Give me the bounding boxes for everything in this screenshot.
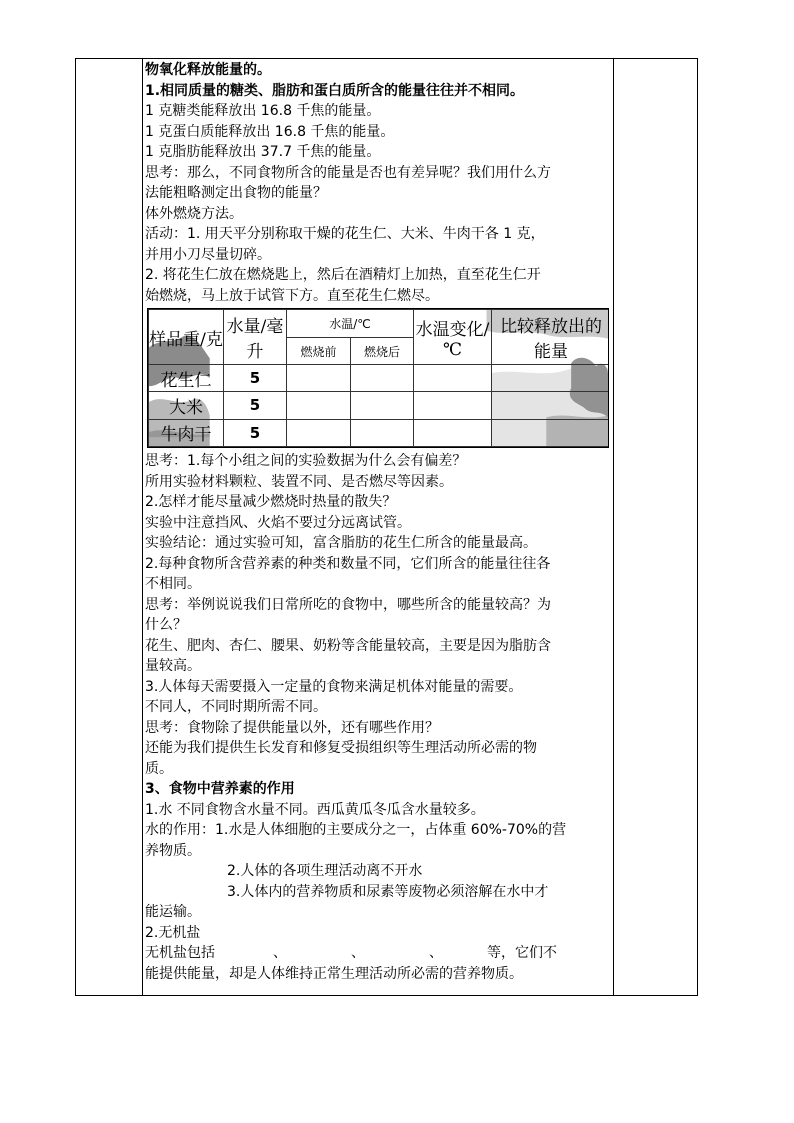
text-line: 实验结论：通过实验可知，富含脂肪的花生仁所含的能量最高。 — [145, 535, 537, 551]
cell-empty — [351, 365, 414, 392]
cell-empty — [351, 392, 414, 419]
column-divider-left — [142, 59, 143, 995]
text-line: 始燃烧，马上放于试管下方。直至花生仁燃尽。 — [145, 287, 439, 304]
header-sample-weight: 样品重/克 — [149, 310, 224, 365]
text-line: 思考：食物除了提供能量以外，还有哪些作用？ — [145, 719, 439, 736]
text-line: 思考：那么，不同食物所含的能量是否也有差异呢？我们用什么方 — [145, 164, 551, 181]
table-row — [149, 419, 610, 446]
cell-water: 5 — [224, 365, 287, 392]
text-line: 所用实验材料颗粒、装置不同、是否燃尽等因素。 — [145, 473, 453, 490]
cell-water: 5 — [224, 392, 287, 419]
text-line: 实验中注意挡风、火焰不要过分远离试管。 — [145, 514, 411, 531]
text-line: 1 克脂肪能释放出 37.7 千焦的能量。 — [145, 144, 381, 160]
text-line: 1 克糖类能释放出 16.8 千焦的能量。 — [145, 103, 381, 119]
cell-empty — [287, 419, 351, 446]
text-line: 3.人体内的营养物质和尿素等废物必须溶解在水中才 — [227, 883, 549, 900]
header-temp-change: 水温变化/℃ — [414, 310, 492, 365]
cell-empty — [287, 392, 351, 419]
text-line: 水的作用：1.水是人体细胞的主要成分之一，占体重 60%-70%的营 — [145, 822, 567, 838]
header-water-temp: 水温/℃ — [287, 310, 414, 338]
separator: 、 — [351, 945, 365, 961]
text-line: 2.无机盐 — [145, 924, 201, 941]
text-line: 并用小刀尽量切碎。 — [145, 246, 271, 263]
text-line: 养物质。 — [145, 842, 201, 859]
header-compare-energy: 比较释放出的能量 — [492, 310, 610, 365]
text-line: 2.每种食物所含营养素的种类和数量不同，它们所含的能量往往各 — [145, 555, 551, 572]
cell-empty — [414, 419, 492, 446]
cell-empty — [492, 419, 610, 446]
cell-water: 5 — [224, 419, 287, 446]
text-line: 能运输。 — [145, 904, 201, 920]
cell-empty — [414, 365, 492, 392]
text-line: 2.人体的各项生理活动离不开水 — [227, 863, 423, 879]
cell-empty — [414, 392, 492, 419]
text-line: 不同人，不同时期所需不同。 — [145, 699, 327, 715]
text-fragment: 无机盐包括 — [145, 945, 215, 961]
text-line: 2.怎样才能尽量减少燃烧时热量的散失？ — [145, 494, 397, 510]
column-divider-right — [613, 59, 614, 995]
cell-sample: 牛肉干 — [149, 419, 224, 446]
text-line: 量较高。 — [145, 658, 201, 674]
text-line: 物氧化释放能量的。 — [145, 62, 271, 78]
header-water-volume: 水量/毫升 — [224, 310, 287, 365]
table-row — [149, 392, 610, 419]
text-line: 1 克蛋白质能释放出 16.8 千焦的能量。 — [145, 123, 395, 140]
fill-in-line — [145, 943, 612, 964]
text-line: 不相同。 — [145, 576, 201, 592]
cell-empty — [351, 419, 414, 446]
text-line: 能提供能量，却是人体维持正常生理活动所必需的营养物质。 — [145, 965, 523, 982]
text-line: 1.水 不同食物含水量不同。西瓜黄瓜冬瓜含水量较多。 — [145, 801, 485, 818]
text-fragment: 等，它们不 — [487, 945, 557, 961]
text-line: 体外燃烧方法。 — [145, 205, 243, 222]
text-line: 活动：1. 用天平分别称取干燥的花生仁、大米、牛肉干各 1 克， — [145, 226, 545, 242]
text-line: 3.人体每天需要摄入一定量的食物来满足机体对能量的需要。 — [145, 678, 523, 695]
cell-empty — [287, 365, 351, 392]
text-line: 思考：举例说说我们日常所吃的食物中，哪些所含的能量较高？为 — [145, 596, 551, 613]
experiment-table — [147, 308, 609, 448]
cell-sample: 花生仁 — [149, 365, 224, 392]
text-line: 法能粗略测定出食物的能量？ — [145, 185, 327, 201]
table-row — [149, 365, 610, 392]
text-line: 花生、肥肉、杏仁、腰果、奶粉等含能量较高，主要是因为脂肪含 — [145, 637, 551, 654]
header-before-burning: 燃烧前 — [287, 338, 351, 365]
cell-empty — [492, 365, 610, 392]
section-heading: 3、食物中营养素的作用 — [145, 781, 295, 797]
text-line: 什么？ — [145, 617, 187, 633]
text-line: 思考：1.每个小组之间的实验数据为什么会有偏差？ — [145, 453, 467, 469]
cell-empty — [492, 392, 610, 419]
cell-sample: 大米 — [149, 392, 224, 419]
section-heading: 1.相同质量的糖类、脂肪和蛋白质所含的能量往往并不相同。 — [145, 82, 525, 99]
header-after-burning: 燃烧后 — [351, 338, 414, 365]
separator: 、 — [273, 945, 287, 961]
lesson-content — [145, 60, 612, 984]
text-line: 2. 将花生仁放在燃烧匙上，然后在酒精灯上加热，直至花生仁开 — [145, 267, 541, 283]
text-line: 质。 — [145, 760, 173, 777]
text-line: 还能为我们提供生长发育和修复受损组织等生理活动所必需的物 — [145, 740, 537, 756]
separator: 、 — [429, 945, 443, 961]
